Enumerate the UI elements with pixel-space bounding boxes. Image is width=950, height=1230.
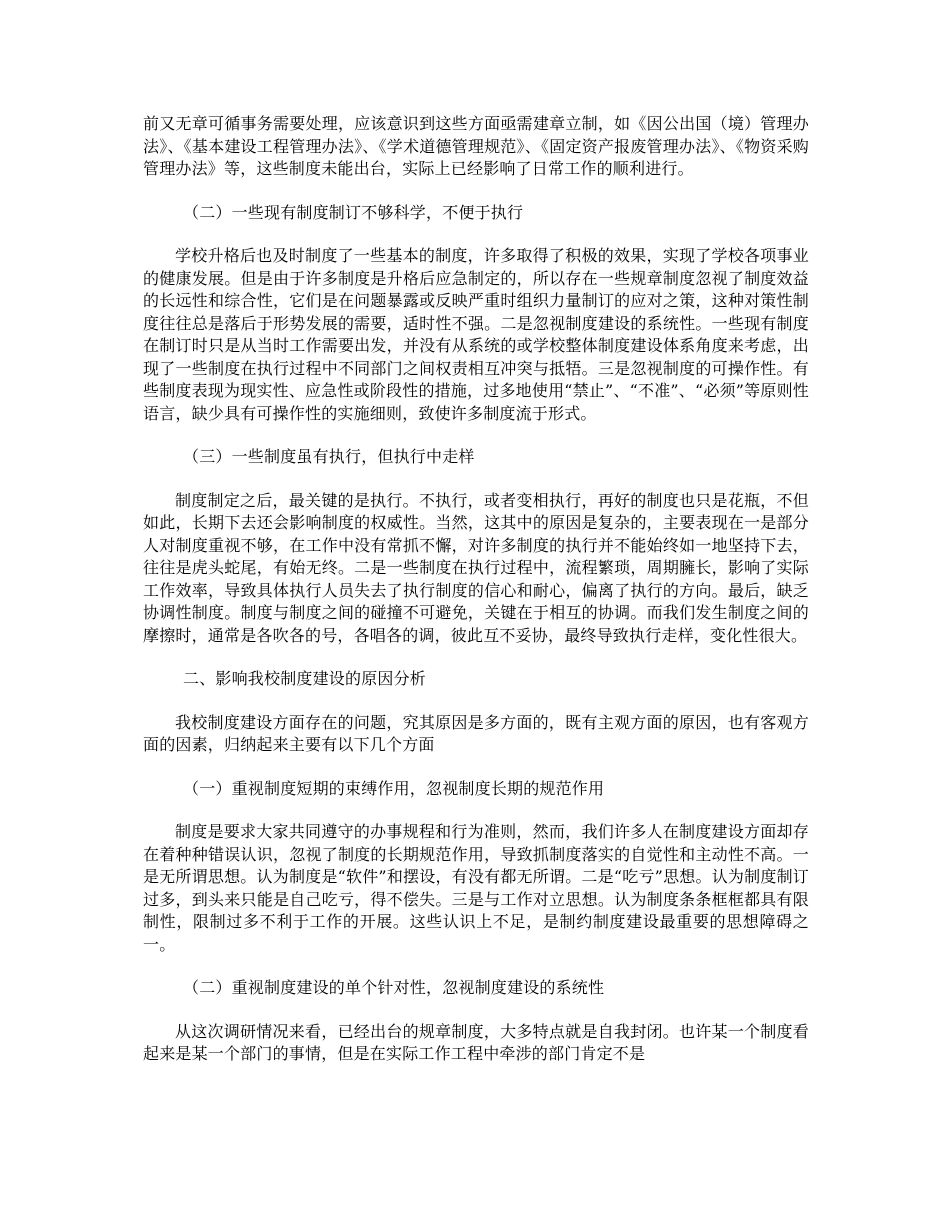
paragraph: 制度是要求大家共同遵守的办事规程和行为准则，然而，我们许多人在制度建设方面却存在着种种错误认识，忽视了制度的长期规范作用，导致抓制度落实的自觉性和主动性不高。一是无所谓思想。认为制度是“软件”和摆设，有没有都无所谓。二是“吃亏”思想。认为制度制订过多，到头来只能是自己吃亏，得不偿失。三是与工作对立思想。认为制度条条框框都具有限制性，限制过多不利于工作的开展。这些认识上不足，是制约制度建设最重要的思想障碍之一。 [143, 822, 809, 954]
paragraph: 学校升格后也及时制度了一些基本的制度，许多取得了积极的效果，实现了学校各项事业的健康发展。但是由于许多制度是升格后应急制定的，所以存在一些规章制度忽视了制度效益的长远性和综合性，它们是在问题暴露或反映严重时组织力量制订的应对之策，这种对策性制度往往总是落后于形势发展的需要，适时性不强。二是忽视制度建设的系统性。一些现有制度在制订时只是从当时工作需要出发，并没有从系统的或学校整体制度建设体系角度来考虑，出现了一些制度在执行过程中不同部门之间权责相互冲突与抵牾。三是忽视制度的可操作性。有些制度表现为现实性、应急性或阶段性的措施，过多地使用“禁止”、“不准”、“必须”等原则性语言，缺少具有可操作性的实施细则，致使许多制度流于形式。 [143, 246, 809, 423]
document-body [143, 113, 809, 1066]
subsection-heading: （二）重视制度建设的单个针对性，忽视制度建设的系统性 [183, 978, 605, 997]
paragraph: 从这次调研情况来看，已经出台的规章制度，大多特点就是自我封闭。也许某一个制度看起来是某一个部门的事情，但是在实际工作工程中牵涉的部门肯定不是 [143, 1021, 809, 1063]
paragraph: 我校制度建设方面存在的问题，究其原因是多方面的，既有主观方面的原因，也有客观方面的因素，归纳起来主要有以下几个方面 [143, 712, 809, 754]
paragraph: 前又无章可循事务需要处理，应该意识到这些方面亟需建章立制，如《因公出国（境）管理办法》、《基本建设工程管理办法》、《学术道德管理规范》、《固定资产报废管理办法》、《物资采购管理办法》等，这些制度未能出台，实际上已经影响了日常工作的顺利进行。 [143, 114, 809, 178]
paragraph: 制度制定之后，最关键的是执行。不执行，或者变相执行，再好的制度也只是花瓶，不但如此，长期下去还会影响制度的权威性。当然，这其中的原因是复杂的，主要表现在一是部分人对制度重视不够，在工作中没有常抓不懈，对许多制度的执行并不能始终如一地坚持下去，往往是虎头蛇尾，有始无终。二是一些制度在执行过程中，流程繁琐，周期臃长，影响了实际工作效率，导致具体执行人员失去了执行制度的信心和耐心，偏离了执行的方向。最后，缺乏协调性制度。制度与制度之间的碰撞不可避免，关键在于相互的协调。而我们发生制度之间的摩擦时，通常是各吹各的号，各唱各的调，彼此互不妥协，最终导致执行走样，变化性很大。 [143, 490, 809, 645]
subsection-heading: （一）重视制度短期的束缚作用，忽视制度长期的规范作用 [183, 778, 605, 798]
subsection-heading: （二）一些现有制度制订不够科学，不便于执行 [183, 202, 524, 222]
section-heading: 二、影响我校制度建设的原因分析 [183, 669, 427, 688]
subsection-heading: （三）一些制度虽有执行，但执行中走样 [183, 447, 475, 466]
